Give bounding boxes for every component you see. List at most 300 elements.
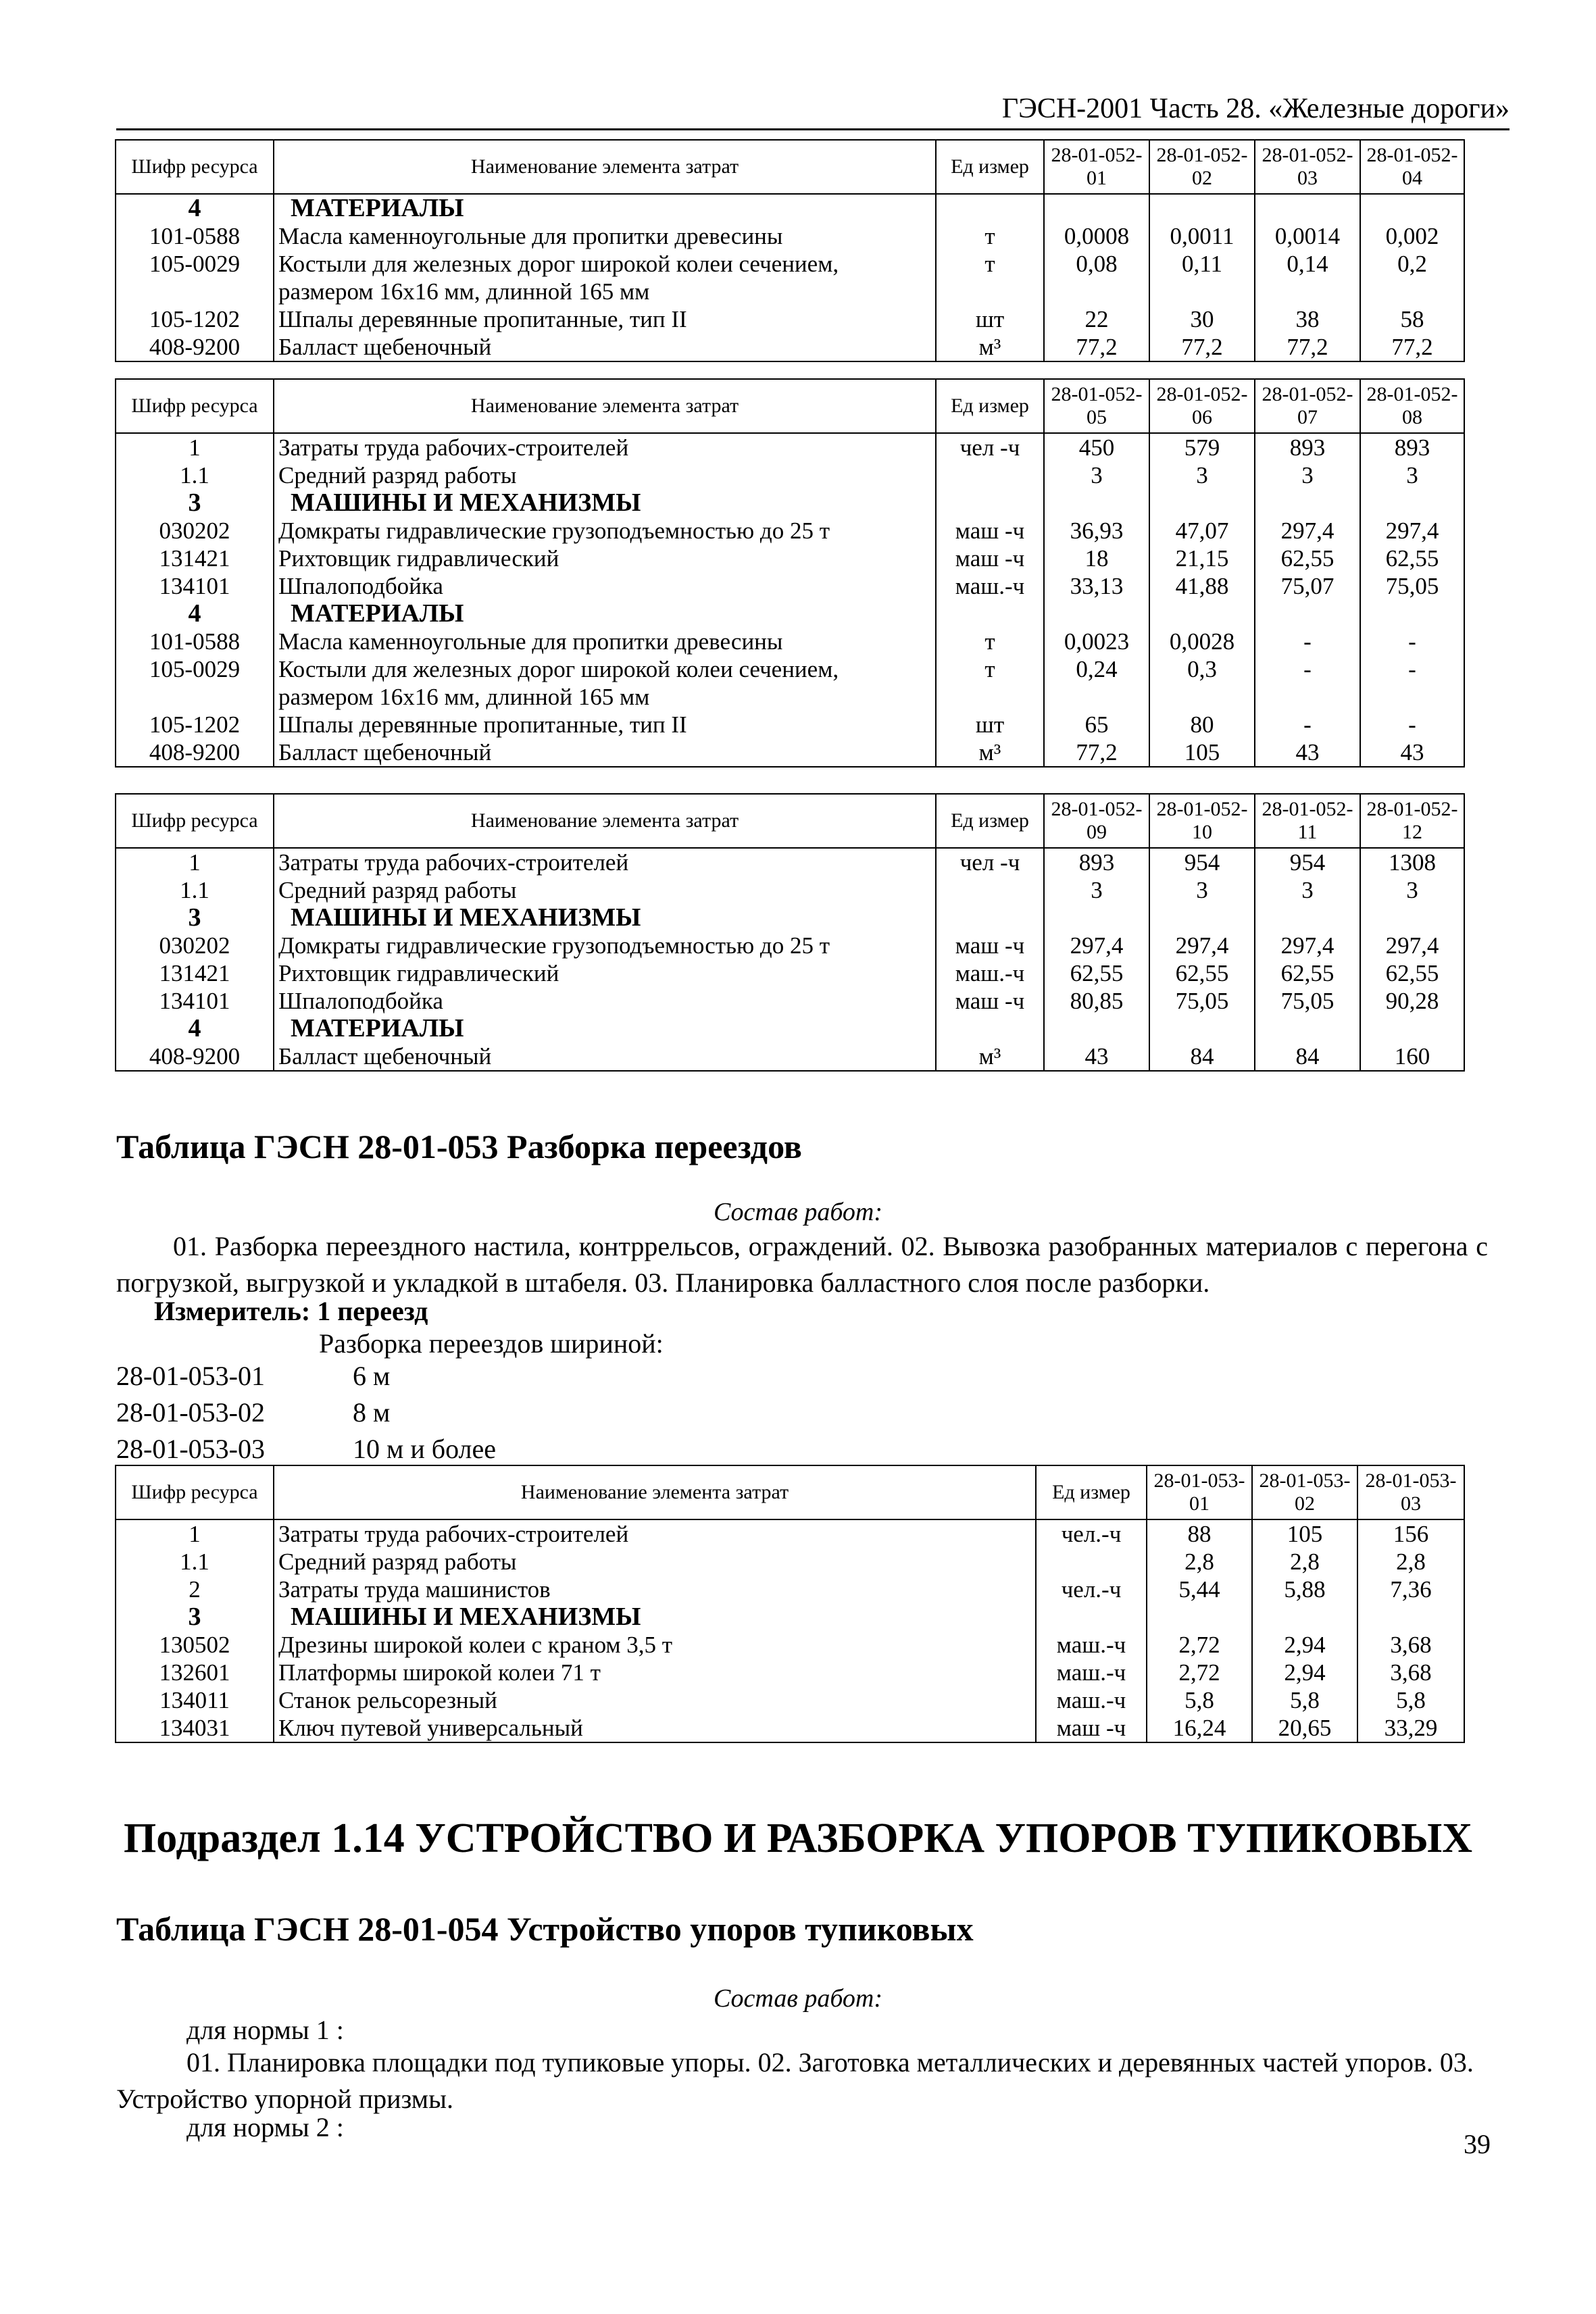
value-cell: 3 <box>1255 876 1360 904</box>
table-row <box>116 1576 1464 1603</box>
value-cell: 2,8 <box>1147 1548 1252 1576</box>
table-row <box>116 848 1464 876</box>
value-cell: 2,72 <box>1147 1631 1252 1659</box>
column-header: Шифр ресурса <box>116 140 274 194</box>
column-header: 28-01-052-08 <box>1360 379 1464 433</box>
column-header: Наименование элемента затрат <box>274 1465 1036 1519</box>
unit-cell: маш.-ч <box>1036 1631 1147 1659</box>
table-row <box>116 1548 1464 1576</box>
table-header-row <box>116 1465 1464 1519</box>
unit-cell: чел -ч <box>936 848 1044 876</box>
column-header: Шифр ресурса <box>116 794 274 848</box>
unit-cell: чел.-ч <box>1036 1519 1147 1548</box>
value-cell: 47,07 <box>1149 517 1255 545</box>
value-cell: 7,36 <box>1357 1576 1464 1603</box>
value-cell <box>1044 904 1149 932</box>
value-cell: 0,14 <box>1255 250 1360 305</box>
table-row <box>116 305 1464 333</box>
element-name: Домкраты гидравлические грузоподъемностью до 25 т <box>274 932 936 959</box>
resource-code: 134101 <box>116 572 274 600</box>
value-cell: 5,8 <box>1147 1686 1252 1714</box>
value-cell: 297,4 <box>1255 932 1360 959</box>
value-cell <box>1360 1015 1464 1042</box>
element-name: Рихтовщик гидравлический <box>274 545 936 572</box>
value-cell <box>1357 1603 1464 1631</box>
value-cell <box>1360 489 1464 517</box>
column-header: 28-01-052-09 <box>1044 794 1149 848</box>
value-cell: 893 <box>1255 433 1360 461</box>
value-cell <box>1147 1603 1252 1631</box>
value-cell: 5,8 <box>1252 1686 1357 1714</box>
unit-cell <box>936 904 1044 932</box>
value-cell: 450 <box>1044 433 1149 461</box>
value-cell: 75,07 <box>1255 572 1360 600</box>
value-cell: 33,13 <box>1044 572 1149 600</box>
element-name: МАШИНЫ И МЕХАНИЗМЫ <box>274 489 936 517</box>
unit-cell: т <box>936 628 1044 655</box>
unit-cell <box>936 1015 1044 1042</box>
table-row <box>116 987 1464 1015</box>
element-name: Станок рельсорезный <box>274 1686 1036 1714</box>
value-cell <box>1044 600 1149 628</box>
column-header: 28-01-053-01 <box>1147 1465 1252 1519</box>
norm-row <box>116 1394 496 1431</box>
element-name: Затраты труда рабочих-строителей <box>274 433 936 461</box>
value-cell: 3 <box>1149 876 1255 904</box>
element-name: Затраты труда рабочих-строителей <box>274 1519 1036 1548</box>
value-cell: - <box>1360 711 1464 738</box>
value-cell: 62,55 <box>1255 545 1360 572</box>
element-name: Масла каменноугольные для пропитки древесины <box>274 222 936 250</box>
unit-cell <box>936 194 1044 222</box>
element-name: Шпалы деревянные пропитанные, тип II <box>274 305 936 333</box>
value-cell: 62,55 <box>1255 959 1360 987</box>
resource-code: 3 <box>116 904 274 932</box>
value-cell: 77,2 <box>1360 333 1464 361</box>
value-cell: 105 <box>1252 1519 1357 1548</box>
value-cell <box>1360 600 1464 628</box>
value-cell: 5,44 <box>1147 1576 1252 1603</box>
value-cell: 0,0014 <box>1255 222 1360 250</box>
value-cell: 954 <box>1149 848 1255 876</box>
element-name: Шпалоподбойка <box>274 572 936 600</box>
value-cell: 893 <box>1360 433 1464 461</box>
section-row <box>116 904 1464 932</box>
value-cell: 297,4 <box>1360 517 1464 545</box>
column-header: Наименование элемента затрат <box>274 794 936 848</box>
table-row <box>116 1631 1464 1659</box>
unit-cell: м³ <box>936 333 1044 361</box>
value-cell: 0,0028 <box>1149 628 1255 655</box>
value-cell: 954 <box>1255 848 1360 876</box>
column-header: Ед измер <box>936 140 1044 194</box>
table-row <box>116 333 1464 361</box>
table-row <box>116 655 1464 711</box>
value-cell: 2,8 <box>1357 1548 1464 1576</box>
value-cell: 3 <box>1255 461 1360 489</box>
resource-code: 1 <box>116 433 274 461</box>
table-054-title: Таблица ГЭСН 28-01-054 Устройство упоров тупиковых <box>116 1910 974 1948</box>
value-cell: 0,0023 <box>1044 628 1149 655</box>
value-cell: 18 <box>1044 545 1149 572</box>
unit-cell: т <box>936 222 1044 250</box>
section-row <box>116 194 1464 222</box>
section-row <box>116 1603 1464 1631</box>
element-name: МАШИНЫ И МЕХАНИЗМЫ <box>274 904 936 932</box>
norm-code: 28-01-053-03 <box>116 1434 265 1464</box>
unit-cell <box>936 461 1044 489</box>
resource-code: 101-0588 <box>116 628 274 655</box>
value-cell: 2,72 <box>1147 1659 1252 1686</box>
value-cell: - <box>1255 655 1360 711</box>
table-row <box>116 517 1464 545</box>
value-cell: - <box>1255 711 1360 738</box>
table-row <box>116 461 1464 489</box>
resource-code: 131421 <box>116 545 274 572</box>
resource-code: 134011 <box>116 1686 274 1714</box>
resource-code: 134031 <box>116 1714 274 1742</box>
value-cell <box>1360 904 1464 932</box>
unit-cell: маш -ч <box>936 932 1044 959</box>
value-cell: 80 <box>1149 711 1255 738</box>
value-cell: 0,002 <box>1360 222 1464 250</box>
resource-table-3 <box>115 793 1465 1072</box>
value-cell: 62,55 <box>1360 959 1464 987</box>
element-name: Средний разряд работы <box>274 1548 1036 1576</box>
norm-list-053 <box>116 1358 496 1467</box>
table-row <box>116 738 1464 767</box>
resource-table-2 <box>115 378 1465 768</box>
value-cell: 0,08 <box>1044 250 1149 305</box>
value-cell: 62,55 <box>1360 545 1464 572</box>
column-header: Шифр ресурса <box>116 1465 274 1519</box>
table-header-row <box>116 794 1464 848</box>
unit-cell: т <box>936 250 1044 305</box>
unit-cell <box>1036 1548 1147 1576</box>
column-header: 28-01-052-03 <box>1255 140 1360 194</box>
unit-cell: маш -ч <box>1036 1714 1147 1742</box>
element-name: Костыли для железных дорог широкой колеи сечением, размером 16х16 мм, длинной 165 мм <box>274 655 936 711</box>
value-cell: 75,05 <box>1360 572 1464 600</box>
column-header: 28-01-052-11 <box>1255 794 1360 848</box>
value-cell: 3,68 <box>1357 1659 1464 1686</box>
resource-code: 3 <box>116 489 274 517</box>
resource-code: 030202 <box>116 517 274 545</box>
unit-cell: маш.-ч <box>1036 1659 1147 1686</box>
value-cell: 77,2 <box>1255 333 1360 361</box>
resource-code: 408-9200 <box>116 1042 274 1071</box>
table-row <box>116 1686 1464 1714</box>
unit-cell: маш.-ч <box>1036 1686 1147 1714</box>
work-composition-054: 01. Планировка площадки под тупиковые упоры. 02. Заготовка металлических и деревянных частей упоров. 03. Устройство упорной призмы. <box>116 2047 1474 2114</box>
resource-code: 1.1 <box>116 876 274 904</box>
resource-code: 1.1 <box>116 461 274 489</box>
column-header: Наименование элемента затрат <box>274 379 936 433</box>
resource-code: 105-1202 <box>116 711 274 738</box>
value-cell: 43 <box>1255 738 1360 767</box>
unit-cell <box>936 876 1044 904</box>
norm-desc: 10 м и более <box>353 1434 497 1464</box>
table-row <box>116 1714 1464 1742</box>
value-cell: 33,29 <box>1357 1714 1464 1742</box>
resource-code: 408-9200 <box>116 333 274 361</box>
value-cell: 579 <box>1149 433 1255 461</box>
value-cell: 38 <box>1255 305 1360 333</box>
value-cell: 0,11 <box>1149 250 1255 305</box>
value-cell <box>1255 1015 1360 1042</box>
table-row <box>116 433 1464 461</box>
section-row <box>116 489 1464 517</box>
value-cell <box>1044 1015 1149 1042</box>
value-cell: 3 <box>1149 461 1255 489</box>
element-name: Дрезины широкой колеи с краном 3,5 т <box>274 1631 1036 1659</box>
work-composition-053: 01. Разборка переездного настила, контррельсов, ограждений. 02. Вывозка разобранных материалов с перегона с погрузкой, выгрузкой и укладкой в штабеля. 03. Планировка балластного слоя после разборки. <box>116 1231 1488 1298</box>
value-cell <box>1149 600 1255 628</box>
column-header: 28-01-052-12 <box>1360 794 1464 848</box>
meter-value: 1 переезд <box>317 1296 428 1326</box>
value-cell: 297,4 <box>1360 932 1464 959</box>
unit-cell: т <box>936 655 1044 711</box>
value-cell: 5,88 <box>1252 1576 1357 1603</box>
element-name: Масла каменноугольные для пропитки древесины <box>274 628 936 655</box>
norm-row <box>116 1358 496 1394</box>
unit-cell <box>936 600 1044 628</box>
resource-code: 134101 <box>116 987 274 1015</box>
element-name: МАТЕРИАЛЫ <box>274 600 936 628</box>
value-cell: 22 <box>1044 305 1149 333</box>
norm-row <box>116 1431 496 1467</box>
element-name: Затраты труда рабочих-строителей <box>274 848 936 876</box>
table-header-row <box>116 140 1464 194</box>
column-header: 28-01-052-10 <box>1149 794 1255 848</box>
table-header-row <box>116 379 1464 433</box>
resource-table-4 <box>115 1465 1465 1743</box>
value-cell: 5,8 <box>1357 1686 1464 1714</box>
meter-line-053 <box>154 1293 1526 1330</box>
value-cell: 3 <box>1044 876 1149 904</box>
column-header: 28-01-052-05 <box>1044 379 1149 433</box>
column-header: Шифр ресурса <box>116 379 274 433</box>
value-cell: 3,68 <box>1357 1631 1464 1659</box>
value-cell: 88 <box>1147 1519 1252 1548</box>
resource-code: 105-0029 <box>116 655 274 711</box>
page-number: 39 <box>1464 2129 1491 2159</box>
value-cell <box>1360 194 1464 222</box>
table-row <box>116 1519 1464 1548</box>
value-cell: 65 <box>1044 711 1149 738</box>
element-name: Рихтовщик гидравлический <box>274 959 936 987</box>
value-cell: 297,4 <box>1255 517 1360 545</box>
value-cell: 297,4 <box>1149 932 1255 959</box>
resource-table-1 <box>115 139 1465 362</box>
unit-cell: м³ <box>936 1042 1044 1071</box>
unit-cell: чел -ч <box>936 433 1044 461</box>
element-name: Ключ путевой универсальный <box>274 1714 1036 1742</box>
value-cell <box>1255 489 1360 517</box>
table-row <box>116 1042 1464 1071</box>
resource-code: 130502 <box>116 1631 274 1659</box>
value-cell <box>1149 489 1255 517</box>
value-cell: 77,2 <box>1149 333 1255 361</box>
table-row <box>116 572 1464 600</box>
value-cell: - <box>1255 628 1360 655</box>
value-cell <box>1149 194 1255 222</box>
value-cell: 2,94 <box>1252 1631 1357 1659</box>
element-name: Балласт щебеночный <box>274 333 936 361</box>
element-name: Домкраты гидравлические грузоподъемностью до 25 т <box>274 517 936 545</box>
value-cell: 58 <box>1360 305 1464 333</box>
column-header: 28-01-052-04 <box>1360 140 1464 194</box>
element-name: Шпалы деревянные пропитанные, тип II <box>274 711 936 738</box>
norm-code: 28-01-053-02 <box>116 1397 265 1428</box>
resource-code: 131421 <box>116 959 274 987</box>
value-cell: 0,0008 <box>1044 222 1149 250</box>
resource-code: 4 <box>116 194 274 222</box>
value-cell <box>1149 1015 1255 1042</box>
column-header: Ед измер <box>936 794 1044 848</box>
unit-cell: маш.-ч <box>936 572 1044 600</box>
value-cell: 30 <box>1149 305 1255 333</box>
value-cell: 41,88 <box>1149 572 1255 600</box>
value-cell: 105 <box>1149 738 1255 767</box>
unit-cell: маш -ч <box>936 517 1044 545</box>
resource-code: 4 <box>116 1015 274 1042</box>
column-header: 28-01-052-07 <box>1255 379 1360 433</box>
norm-intro-053: Разборка переездов шириной: <box>319 1328 664 1359</box>
unit-cell: м³ <box>936 738 1044 767</box>
resource-code: 1 <box>116 848 274 876</box>
norm-desc: 8 м <box>353 1397 391 1428</box>
resource-code: 030202 <box>116 932 274 959</box>
value-cell: 75,05 <box>1149 987 1255 1015</box>
table-row <box>116 1659 1464 1686</box>
value-cell: 0,2 <box>1360 250 1464 305</box>
table-row <box>116 628 1464 655</box>
column-header: 28-01-052-01 <box>1044 140 1149 194</box>
value-cell: 16,24 <box>1147 1714 1252 1742</box>
value-cell <box>1044 489 1149 517</box>
value-cell: 297,4 <box>1044 932 1149 959</box>
value-cell <box>1255 904 1360 932</box>
value-cell: - <box>1360 628 1464 655</box>
table-row <box>116 932 1464 959</box>
column-header: Ед измер <box>936 379 1044 433</box>
value-cell: 80,85 <box>1044 987 1149 1015</box>
table-row <box>116 876 1464 904</box>
section-row <box>116 1015 1464 1042</box>
section-row <box>116 600 1464 628</box>
element-name: Средний разряд работы <box>274 876 936 904</box>
subsection-heading: Подраздел 1.14 УСТРОЙСТВО И РАЗБОРКА УПОРОВ ТУПИКОВЫХ <box>123 1815 1473 1861</box>
value-cell: 160 <box>1360 1042 1464 1071</box>
table-053-title: Таблица ГЭСН 28-01-053 Разборка переездов <box>116 1128 802 1165</box>
table-row <box>116 959 1464 987</box>
element-name: Средний разряд работы <box>274 461 936 489</box>
table-row <box>116 250 1464 305</box>
element-name: Затраты труда машинистов <box>274 1576 1036 1603</box>
value-cell: 77,2 <box>1044 738 1149 767</box>
resource-code: 1 <box>116 1519 274 1548</box>
unit-cell: маш -ч <box>936 545 1044 572</box>
value-cell: 62,55 <box>1149 959 1255 987</box>
element-name: МАТЕРИАЛЫ <box>274 194 936 222</box>
element-name: Шпалоподбойка <box>274 987 936 1015</box>
value-cell: 3 <box>1044 461 1149 489</box>
value-cell: 36,93 <box>1044 517 1149 545</box>
element-name: Балласт щебеночный <box>274 738 936 767</box>
value-cell <box>1149 904 1255 932</box>
resource-code: 101-0588 <box>116 222 274 250</box>
column-header: 28-01-053-03 <box>1357 1465 1464 1519</box>
value-cell: 84 <box>1149 1042 1255 1071</box>
value-cell <box>1255 194 1360 222</box>
value-cell: 0,24 <box>1044 655 1149 711</box>
resource-code: 105-1202 <box>116 305 274 333</box>
value-cell: 156 <box>1357 1519 1464 1548</box>
value-cell: 1308 <box>1360 848 1464 876</box>
unit-cell: чел.-ч <box>1036 1576 1147 1603</box>
column-header: Ед измер <box>1036 1465 1147 1519</box>
running-header: ГЭСН-2001 Часть 28. «Железные дороги» <box>116 89 1510 130</box>
sostav-rabot-053: Состав работ: <box>713 1198 883 1226</box>
value-cell: 20,65 <box>1252 1714 1357 1742</box>
table-row <box>116 711 1464 738</box>
norm2-label: для нормы 2 : <box>186 2112 344 2142</box>
table-row <box>116 222 1464 250</box>
column-header: Наименование элемента затрат <box>274 140 936 194</box>
meter-label: Измеритель: <box>154 1296 311 1326</box>
value-cell: 2,8 <box>1252 1548 1357 1576</box>
unit-cell: шт <box>936 305 1044 333</box>
resource-code: 132601 <box>116 1659 274 1686</box>
value-cell: 90,28 <box>1360 987 1464 1015</box>
resource-code: 105-0029 <box>116 250 274 305</box>
unit-cell <box>936 489 1044 517</box>
element-name: Костыли для железных дорог широкой колеи сечением, размером 16х16 мм, длинной 165 мм <box>274 250 936 305</box>
column-header: 28-01-053-02 <box>1252 1465 1357 1519</box>
value-cell: - <box>1360 655 1464 711</box>
element-name: Платформы широкой колеи 71 т <box>274 1659 1036 1686</box>
value-cell: 893 <box>1044 848 1149 876</box>
value-cell: 84 <box>1255 1042 1360 1071</box>
sostav-rabot-054: Состав работ: <box>713 1984 883 2013</box>
value-cell: 2,94 <box>1252 1659 1357 1686</box>
value-cell: 43 <box>1360 738 1464 767</box>
norm-desc: 6 м <box>353 1361 391 1391</box>
value-cell: 43 <box>1044 1042 1149 1071</box>
unit-cell: маш -ч <box>936 987 1044 1015</box>
value-cell <box>1252 1603 1357 1631</box>
norm1-label: для нормы 1 : <box>186 2015 344 2045</box>
value-cell: 62,55 <box>1044 959 1149 987</box>
column-header: 28-01-052-02 <box>1149 140 1255 194</box>
resource-code: 408-9200 <box>116 738 274 767</box>
column-header: 28-01-052-06 <box>1149 379 1255 433</box>
element-name: Балласт щебеночный <box>274 1042 936 1071</box>
value-cell: 0,0011 <box>1149 222 1255 250</box>
value-cell <box>1044 194 1149 222</box>
resource-code: 2 <box>116 1576 274 1603</box>
resource-code: 4 <box>116 600 274 628</box>
unit-cell <box>1036 1603 1147 1631</box>
value-cell <box>1255 600 1360 628</box>
table-row <box>116 545 1464 572</box>
value-cell: 77,2 <box>1044 333 1149 361</box>
value-cell: 75,05 <box>1255 987 1360 1015</box>
resource-code: 1.1 <box>116 1548 274 1576</box>
value-cell: 3 <box>1360 876 1464 904</box>
element-name: МАШИНЫ И МЕХАНИЗМЫ <box>274 1603 1036 1631</box>
